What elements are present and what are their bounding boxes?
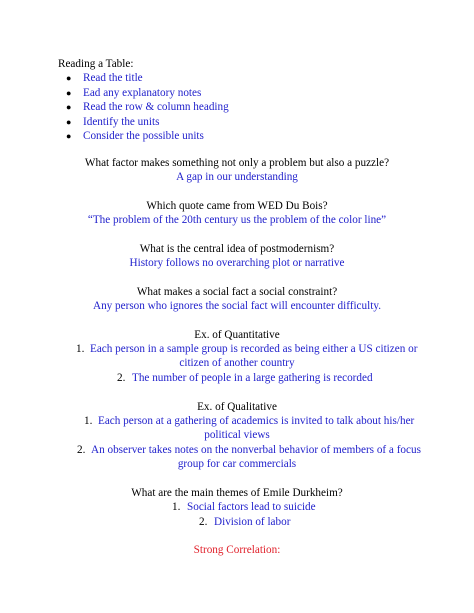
numbered-item: 2. An observer takes notes on the nonverbal behavior of members of a focus bbox=[77, 444, 421, 456]
numbered-item: 2. The number of people in a large gathering is recorded bbox=[117, 372, 373, 384]
bullet-icon: ● bbox=[66, 73, 72, 83]
numbered-item: 1. Social factors lead to suicide bbox=[172, 501, 316, 513]
numbered-item: 2. Division of labor bbox=[199, 516, 291, 528]
answer-text: Any person who ignores the social fact will encounter difficulty. bbox=[92, 300, 381, 312]
bullet-icon: ● bbox=[66, 131, 72, 142]
bullet-icon: ● bbox=[66, 116, 72, 127]
numbered-item-continuation: political views bbox=[204, 429, 270, 441]
question-text: What is the central idea of postmodernism? bbox=[139, 243, 335, 255]
reading-table-heading: Reading a Table: bbox=[58, 58, 134, 70]
numbered-item-continuation: citizen of another country bbox=[179, 357, 295, 369]
quantitative-heading: Ex. of Quantitative bbox=[194, 329, 280, 341]
answer-text: History follows no overarching plot or narrative bbox=[129, 257, 345, 269]
strong-correlation-heading: Strong Correlation: bbox=[193, 544, 281, 556]
list-item: ● Ead any explanatory notes bbox=[66, 86, 202, 99]
bullet-icon: ● bbox=[66, 87, 72, 98]
list-item: ● Read the row & column heading bbox=[66, 101, 229, 114]
bullet-icon: ● bbox=[66, 102, 72, 113]
answer-text: “The problem of the 20th century us the problem of the color line” bbox=[87, 214, 387, 226]
numbered-item: 1. Each person at a gathering of academics is invited to talk about his/her bbox=[84, 415, 415, 427]
list-item: ● Consider the possible units bbox=[66, 130, 204, 143]
qualitative-heading: Ex. of Qualitative bbox=[197, 401, 277, 413]
question-text: Which quote came from WED Du Bois? bbox=[146, 200, 328, 212]
question-text: What factor makes something not only a problem but also a puzzle? bbox=[84, 157, 390, 169]
reading-table-list bbox=[66, 71, 229, 144]
list-item: ● Identify the units bbox=[66, 115, 160, 128]
question-text: What are the main themes of Emile Durkheim? bbox=[131, 487, 343, 499]
answer-text: A gap in our understanding bbox=[176, 171, 298, 183]
list-item: ● Read the title bbox=[66, 72, 143, 84]
numbered-item: 1. Each person in a sample group is recorded as being either a US citizen or bbox=[76, 343, 418, 355]
numbered-item-continuation: group for car commercials bbox=[177, 458, 297, 470]
question-text: What makes a social fact a social constraint? bbox=[136, 286, 338, 298]
